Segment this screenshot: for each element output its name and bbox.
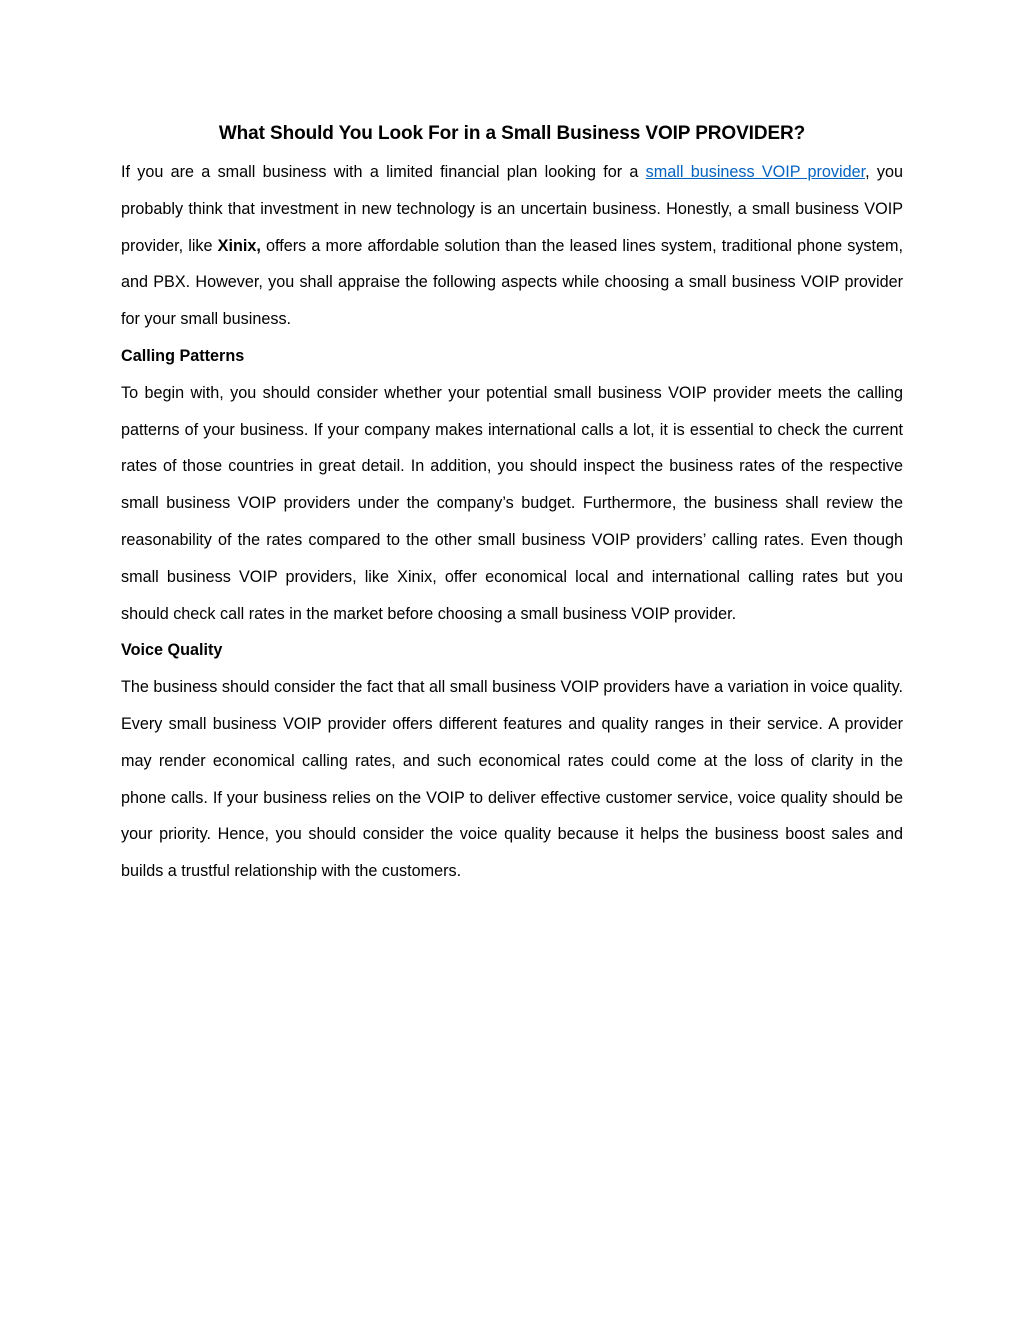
section-body-voice-quality: The business should consider the fact that all small business VOIP providers have a variation in voice quality. Every small business VOIP provider offers different features and quality ranges in their service. A provider may render economical calling rates, and such economical rates could come at the loss of clarity in the phone calls. If your business relies on the VOIP to deliver effective customer service, voice quality should be your priority. Hence, you should consider the voice quality because it helps the business boost sales and builds a trustful relationship with the customers. [121,678,903,881]
intro-text-start: If you are a small business with a limited financial plan looking for a [121,163,646,181]
document-title: What Should You Look For in a Small Business VOIP PROVIDER? [218,123,806,144]
intro-paragraph [121,154,903,338]
intro-text-middle: , you probably think that investment in new technology is an uncertain business. Honestly, a small business VOIP provider, like [121,163,903,255]
voip-provider-link[interactable]: small business VOIP provider [645,163,866,181]
xinix-bold-text: Xinix, [217,236,261,255]
intro-text-end: offers a more affordable solution than the leased lines system, traditional phone system, and PBX. However, you shall appraise the following aspects while choosing a small business VOIP provider for your small business. [121,236,903,329]
section-body-calling-patterns: To begin with, you should consider whether your potential small business VOIP provider meets the calling patterns of your business. If your company makes international calls a lot, it is essential to check the current rates of those countries in great detail. In addition, you should inspect the business rates of the respective small business VOIP providers under the company’s budget. Furthermore, the business shall review the reasonability of the rates compared to the other small business VOIP providers’ calling rates. Even though small business VOIP providers, like Xinix, offer economical local and international calling rates but you should check call rates in the market before choosing a small business VOIP provider. [121,383,903,623]
document-page [121,118,903,890]
section-heading-voice-quality: Voice Quality [121,641,223,660]
section-heading-calling-patterns: Calling Patterns [121,346,245,365]
